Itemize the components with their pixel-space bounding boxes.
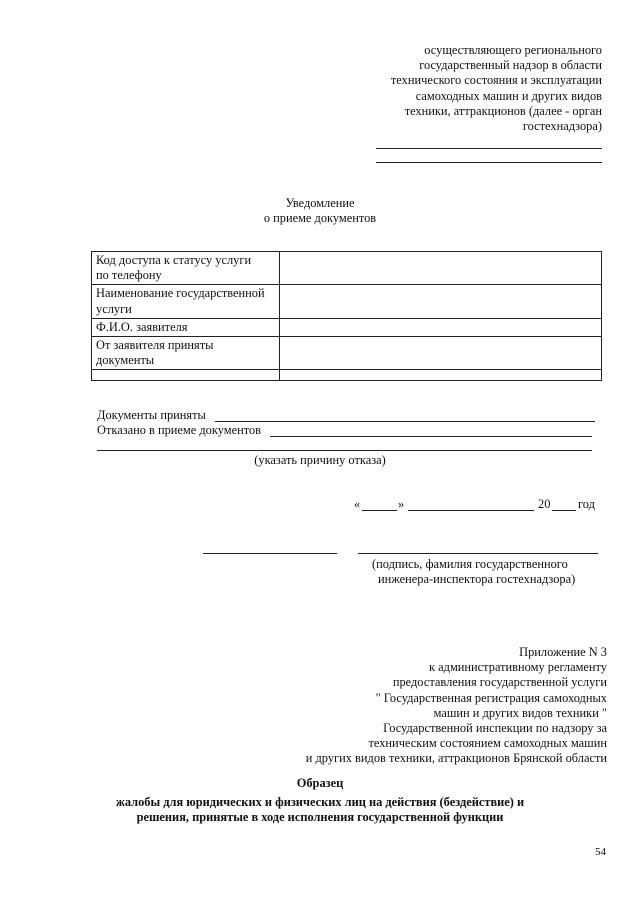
sample-line: решения, принятые в ходе исполнения государственной функции	[136, 810, 504, 825]
sample-line: жалобы для юридических и физических лиц на действия (бездействие) и	[115, 795, 525, 810]
reason-caption: (указать причину отказа)	[254, 453, 386, 467]
appendix-line: техническим состоянием самоходных машин	[368, 736, 607, 751]
accepted-label: Документы приняты	[97, 408, 206, 422]
refused-blank-line[interactable]	[270, 436, 592, 437]
signature-blank-line[interactable]	[203, 553, 337, 554]
appendix-line: Государственной инспекции по надзору за	[383, 721, 607, 736]
notice-title-line: Уведомление	[285, 196, 355, 210]
reason-blank-line[interactable]	[97, 450, 592, 451]
table-row-empty	[92, 370, 602, 381]
appendix-line: " Государственная регистрация самоходных	[375, 690, 607, 705]
row-label: Код доступа к статусу услуги по телефону	[92, 252, 280, 285]
table-row	[92, 337, 602, 370]
date-open-quote: «	[354, 497, 361, 511]
surname-blank-line[interactable]	[358, 553, 598, 554]
notice-subtitle-line: о приеме документов	[263, 211, 377, 226]
row-label: Наименование государственной услуги	[92, 285, 280, 318]
row-value-cell[interactable]	[280, 252, 602, 285]
sample-heading	[0, 776, 640, 826]
appendix-line: к административному регламенту	[429, 660, 607, 675]
date-day-blank[interactable]	[362, 510, 397, 511]
row-label: От заявителя приняты документы	[92, 337, 280, 370]
table-row	[92, 318, 602, 336]
row-value-cell[interactable]	[280, 337, 602, 370]
signature-caption: (подпись, фамилия государственного инженера-инспектора гостехнадзора)	[372, 557, 576, 587]
appendix-line: и других видов техники, аттракционов Брянской области	[305, 751, 607, 766]
header-line: государственный надзор в области	[419, 58, 602, 73]
appendix-block	[306, 645, 607, 767]
header-line: технического состояния и эксплуатации	[390, 73, 602, 88]
year-prefix: 20	[538, 497, 551, 511]
table-row	[92, 252, 602, 285]
date-year-blank[interactable]	[552, 510, 576, 511]
year-suffix: год	[578, 497, 595, 511]
notice-title	[0, 196, 640, 226]
addressee-blank-line[interactable]	[376, 162, 602, 163]
addressee-blank-line[interactable]	[376, 148, 602, 149]
appendix-line: предоставления государственной услуги	[392, 675, 607, 690]
row-value-cell[interactable]	[280, 285, 602, 318]
table-row	[92, 285, 602, 318]
header-line: самоходных машин и других видов	[415, 88, 602, 103]
header-line: техники, аттракционов (далее - орган	[404, 103, 602, 118]
documents-table	[91, 251, 602, 381]
date-close-quote: »	[398, 497, 405, 511]
addressee-block	[340, 43, 602, 134]
appendix-line: машин и других видов техники "	[433, 705, 607, 720]
refused-label: Отказано в приеме документов	[97, 423, 261, 437]
row-value-cell[interactable]	[280, 318, 602, 336]
header-line: гостехнадзора)	[522, 119, 602, 134]
row-label: Ф.И.О. заявителя	[92, 318, 280, 336]
date-month-blank[interactable]	[408, 510, 534, 511]
appendix-line: Приложение N 3	[519, 645, 607, 659]
page-number: 54	[595, 846, 606, 858]
sample-title: Образец	[296, 776, 344, 790]
header-line: осуществляющего регионального	[424, 43, 602, 57]
accepted-blank-line[interactable]	[215, 421, 595, 422]
